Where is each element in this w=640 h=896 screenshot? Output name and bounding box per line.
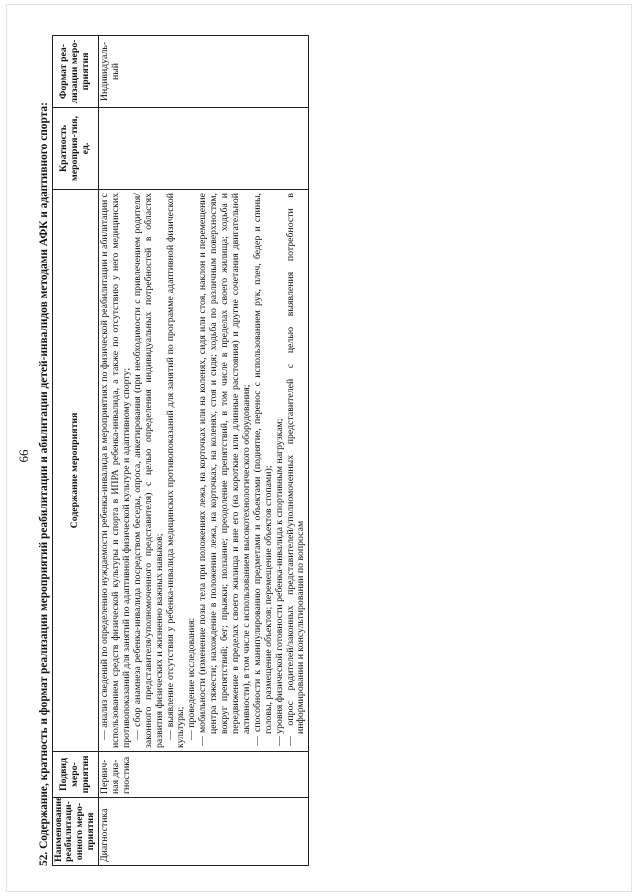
cell-format: Индивидуаль-ный [99,36,309,108]
col-header-name: Наименование реабилитаци-онного меро-приятия [52,798,99,866]
section-heading: 52. Содержание, кратность и формат реализации мероприятий реабилитации и абилитации детей-инвалидов методами АФК и адаптивного спорта: [38,102,50,866]
content-item: — проведение исследования: [186,617,198,740]
content-subitem: — способности к манипулированию предметами и объектами (поднятие, перенос с использованием рук, плеч, бедер и спины, головы, размещение объектов; перемещение объектов стопами); [251,193,274,746]
cell-content [99,190,309,752]
content-item: — выявление отсутствия у ребенка-инвалида медицинских противопоказаний для занятий по программе адаптивной физической культуры; [164,193,187,748]
rotated-page-content [38,36,562,866]
content-item: — анализ сведений по определению нуждаемости ребенка-инвалида в мероприятиях по физической реабилитации и абилитации с использованием средств физической культуры и спорта в ИПРА ребенка-инвалида, а также по отсутствию у него медицинских противопоказаний для занятий по адаптивной физической культуре и адаптивному спорту; [99,193,132,748]
cell-name: Диагностика [99,798,309,866]
page-number: 66 [16,449,31,463]
col-header-format: Формат реа-лизации меро-приятия [52,36,99,108]
cell-subtype: Первич-ная диа-гностика [99,752,309,798]
col-header-content: Содержание мероприятия [52,190,99,752]
content-item: — сбор анамнеза ребенка-инвалида посредством беседы, опроса, анкетирования (при необходимости с привлечением родителя/законного представителя/уполномоченного представителя) с целью определения индивидуальных потребностей в областях развития физических и жизненно важных навыков; [131,193,165,748]
col-header-multiplicity: Кратность мероприя-тия, ед. [52,108,99,190]
col-header-subtype: Подвид меро-приятия [52,752,99,798]
content-subitem: — мобильности (изменение позы тела при положениях лежа, на корточках или на коленях, сидя или стоя, наклон и перемещение центра тяжести; нахождение в положении лежа, на корточках, на коленях, стоя и сидя; ходьба по различным поверхностям, вокруг препятствий; бег; прыжки; ползание; преодоление препятствий, в том числе в пределах своего жилища; ходьба и передвижение в пределах своего жилища и вне его (на короткие или длинные расстояния) и другие сочетания двигательной активности), в том числе с использованием высокотехнологического оборудования; [197,193,252,746]
table-row [99,36,309,866]
content-subitem: — уровня физической готовности ребенка-инвалида к спортивным нагрузкам; [273,418,285,746]
measures-table [52,35,310,866]
table-header-row [52,36,99,866]
content-subitem: — опрос родителей/законных представителей/уполномоченных представителей с целью выявления потребности в информировании и консультировании по вопросам [284,193,307,746]
cell-multiplicity [99,108,309,190]
